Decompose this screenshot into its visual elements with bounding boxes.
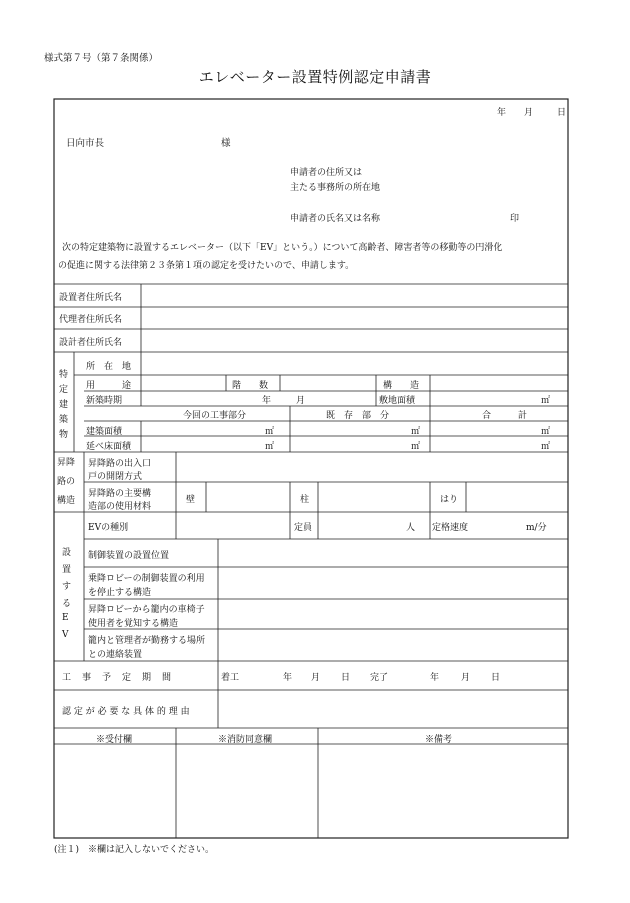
lobby-stop-label-2: を停止する構造 [88, 588, 152, 598]
schedule-end-month: 月 [461, 673, 471, 683]
installer-label: 設置者住所氏名 [59, 293, 123, 303]
lobby-stop-label-1: 乗降ロビーの制御装置の利用 [88, 574, 205, 584]
date-month: 月 [524, 108, 534, 118]
designer-label: 設計者住所氏名 [59, 338, 123, 348]
building-section-char: 定 [59, 385, 69, 395]
current-work-header: 今回の工事部分 [183, 411, 247, 421]
new-build-month: 月 [296, 396, 306, 406]
schedule-start-month: 月 [311, 673, 321, 683]
contact-label-1: 籠内と管理者が勤務する場所 [88, 636, 206, 646]
applicant-address-label-2: 主たる事務所の所在地 [290, 183, 381, 193]
structure-label: 構 造 [383, 381, 420, 391]
building-section-char: 建 [59, 400, 69, 410]
control-position-label: 制御装置の設置位置 [88, 551, 170, 561]
total-header: 合 計 [482, 411, 528, 421]
material-label-1: 昇降路の主要構 [88, 489, 152, 499]
addressee-mayor: 日向市長 [66, 138, 105, 149]
wheelchair-label-2: 使用者を覚知する構造 [88, 619, 179, 629]
capacity-label: 定員 [294, 523, 313, 533]
site-area-label: 敷地面積 [379, 396, 416, 406]
ev-section-char: 置 [62, 565, 72, 575]
applicant-address-label-1: 申請者の住所又は [290, 168, 363, 178]
rated-speed-label: 定格速度 [432, 523, 469, 533]
building-section-char: 特 [59, 370, 69, 380]
new-build-time-label: 新築時期 [86, 396, 123, 406]
door-label-2: 戸の開閉方式 [88, 472, 143, 482]
remarks-header: ※備考 [425, 735, 453, 745]
use-label: 用 途 [86, 381, 132, 391]
schedule-start: 着工 [221, 673, 240, 683]
fire-consent-header: ※消防同意欄 [218, 735, 273, 745]
rated-speed-unit: m/分 [526, 523, 547, 533]
date-day: 日 [557, 108, 567, 118]
ev-type-label: EVの種別 [88, 523, 129, 533]
wheelchair-label-1: 昇降ロビーから籠内の車椅子 [88, 605, 205, 615]
site-area-unit: ㎡ [541, 396, 551, 406]
footnote: (注１) ※欄は記入しないでください。 [54, 845, 215, 855]
ev-section-char: す [62, 582, 72, 592]
building-area-unit-existing: ㎡ [411, 427, 421, 437]
schedule-label: 工 事 予 定 期 間 [62, 673, 173, 683]
ev-section-char: る [62, 599, 72, 609]
reason-label: 認 定 が 必 要 な 具 体 的 理 由 [62, 707, 190, 717]
building-section-char: 築 [59, 415, 69, 425]
material-label-2: 造部の使用材料 [88, 502, 152, 512]
passage-section-line: 構造 [57, 496, 76, 506]
column-label: 柱 [300, 495, 310, 505]
applicant-name-label: 申請者の氏名又は名称 [290, 214, 381, 224]
beam-label: はり [440, 495, 459, 505]
location-label: 所 在 地 [86, 362, 132, 372]
existing-header: 既 存 部 分 [326, 411, 390, 421]
floor-area-label: 延べ床面積 [86, 442, 132, 452]
schedule-start-year: 年 [283, 673, 293, 683]
agent-label: 代理者住所氏名 [59, 315, 123, 325]
building-area-unit-total: ㎡ [541, 427, 551, 437]
capacity-unit: 人 [406, 523, 416, 533]
date-year: 年 [497, 108, 507, 118]
ev-section-char: 設 [62, 548, 72, 558]
wall-label: 壁 [186, 495, 196, 505]
body-text-line-1: 次の特定建築物に設置するエレベーター（以下「EV」という。）について高齢者、障害者等の移動等の円滑化 [62, 243, 503, 253]
schedule-start-day: 日 [341, 673, 351, 683]
passage-section-line: 昇降 [57, 458, 76, 468]
floor-area-unit-total: ㎡ [541, 442, 551, 452]
floor-area-unit-current: ㎡ [265, 442, 275, 452]
floors-label: 階 数 [232, 381, 269, 391]
door-label-1: 昇降路の出入口 [88, 459, 152, 469]
form-title: エレベーター設置特例認定申請書 [198, 68, 432, 86]
building-area-label: 建築面積 [86, 427, 123, 437]
addressee-honorific: 様 [221, 138, 231, 149]
ev-section-char: V [62, 630, 69, 640]
building-area-unit-current: ㎡ [265, 427, 275, 437]
floor-area-unit-existing: ㎡ [411, 442, 421, 452]
passage-section-line: 路の [57, 477, 76, 487]
ev-section-char: E [62, 613, 69, 623]
schedule-end-day: 日 [491, 673, 501, 683]
schedule-end: 完了 [370, 673, 389, 683]
schedule-end-year: 年 [430, 673, 440, 683]
form-number: 様式第７号（第７条関係） [44, 53, 159, 64]
new-build-year: 年 [262, 396, 272, 406]
body-text-line-2: の促進に関する法律第２３条第１項の認定を受けたいので、申請します。 [58, 261, 355, 271]
applicant-seal: 印 [510, 214, 520, 224]
contact-label-2: との連絡装置 [88, 650, 143, 660]
building-section-char: 物 [59, 430, 69, 440]
reception-header: ※受付欄 [96, 735, 133, 745]
